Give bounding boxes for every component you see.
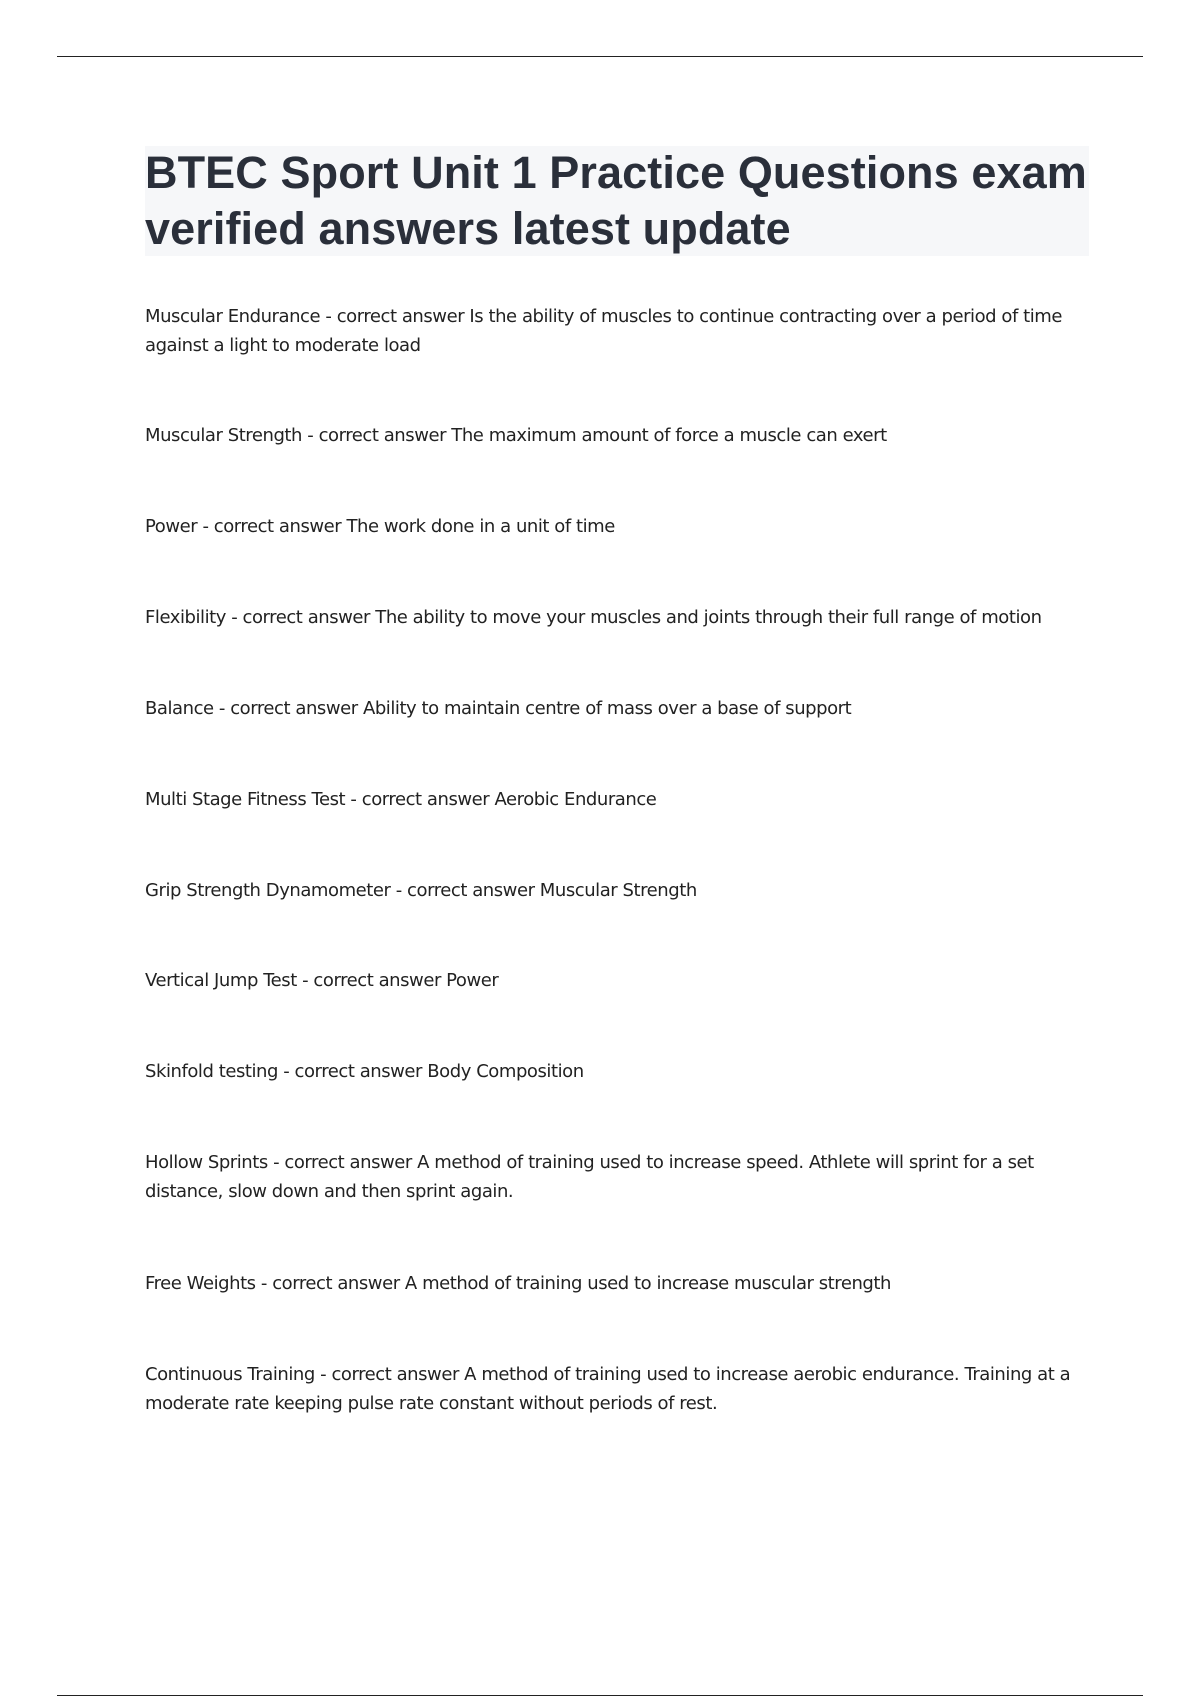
qa-entry: Continuous Training - correct answer A method of training used to increase aerobic endurance. Training at a moderate rate keeping pulse rate constant without periods of rest. (145, 1364, 1071, 1414)
qa-entry: Grip Strength Dynamometer - correct answer Muscular Strength (145, 880, 697, 901)
qa-entry: Power - correct answer The work done in a unit of time (145, 516, 615, 537)
qa-entry: Muscular Strength - correct answer The maximum amount of force a muscle can exert (145, 425, 887, 446)
top-divider (57, 56, 1143, 57)
qa-entry: Skinfold testing - correct answer Body Composition (145, 1061, 584, 1082)
qa-entry: Free Weights - correct answer A method of training used to increase muscular strength (145, 1273, 891, 1294)
qa-entry: Flexibility - correct answer The ability to move your muscles and joints through their full range of motion (145, 607, 1042, 628)
qa-entry: Balance - correct answer Ability to maintain centre of mass over a base of support (145, 698, 852, 719)
page-title: BTEC Sport Unit 1 Practice Questions exam verified answers latest update (145, 147, 1087, 254)
bottom-divider (57, 1695, 1143, 1696)
qa-entry: Vertical Jump Test - correct answer Power (145, 970, 499, 991)
qa-entry: Hollow Sprints - correct answer A method of training used to increase speed. Athlete will sprint for a set distance, slow down and then sprint again. (145, 1152, 1034, 1202)
qa-entry: Multi Stage Fitness Test - correct answer Aerobic Endurance (145, 789, 657, 810)
qa-entry: Muscular Endurance - correct answer Is the ability of muscles to continue contracting over a period of time against a light to moderate load (145, 306, 1063, 356)
